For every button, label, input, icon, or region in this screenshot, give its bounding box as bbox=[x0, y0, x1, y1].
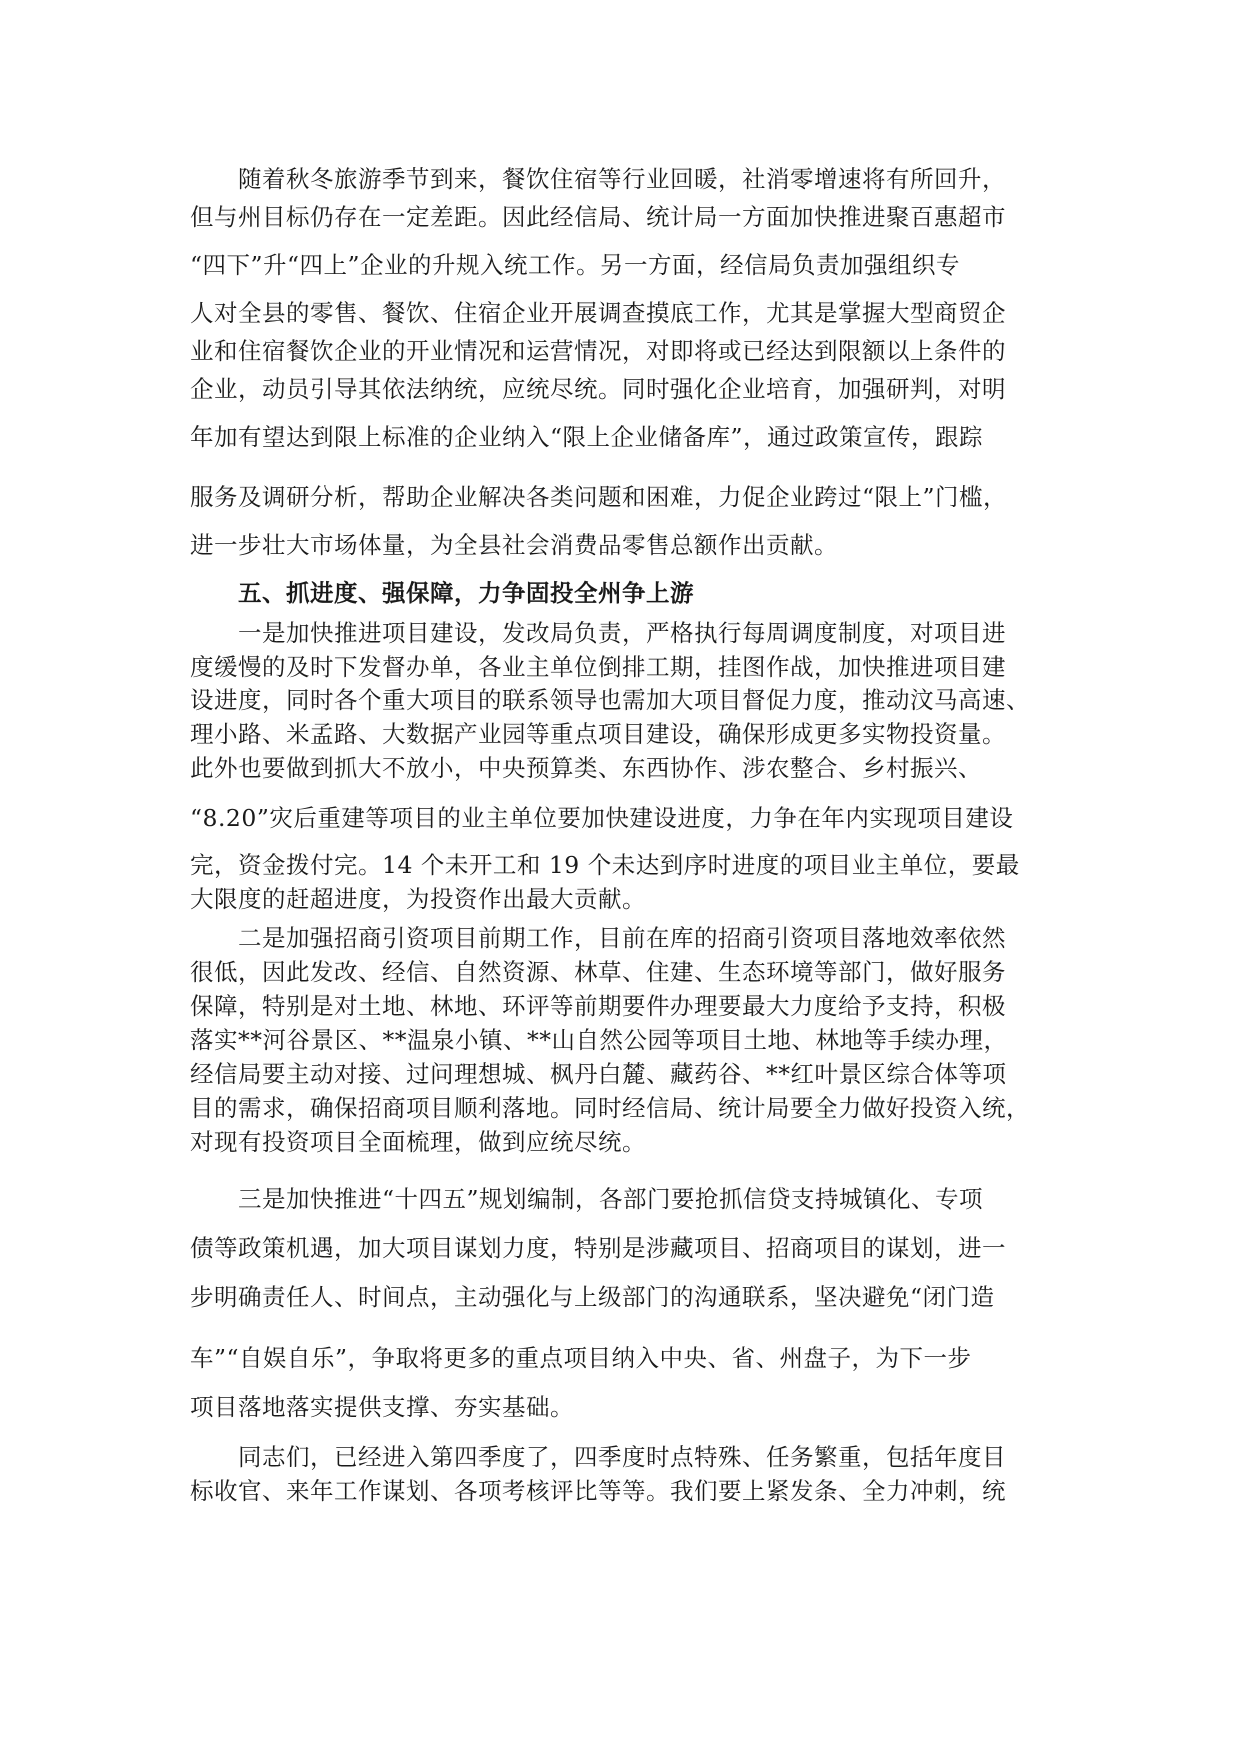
paragraph-line: 进一步壮大市场体量，为全县社会消费品零售总额作出贡献。 bbox=[190, 531, 838, 559]
paragraph-line: 服务及调研分析，帮助企业解决各类问题和困难，力促企业跨过“限上”门槛， bbox=[190, 483, 1008, 511]
paragraph-line: 同志们，已经进入第四季度了，四季度时点特殊、任务繁重，包括年度目 bbox=[238, 1443, 1006, 1471]
paragraph-line: 理小路、米孟路、大数据产业园等重点项目建设，确保形成更多实物投资量。 bbox=[190, 720, 1006, 748]
paragraph-line: 一是加快推进项目建设，发改局负责，严格执行每周调度制度，对项目进 bbox=[238, 619, 1006, 647]
paragraph-line: 车”“自娱自乐”，争取将更多的重点项目纳入中央、省、州盘子，为下一步 bbox=[190, 1344, 972, 1372]
paragraph-line: 很低，因此发改、经信、自然资源、林草、住建、生态环境等部门，做好服务 bbox=[190, 958, 1006, 986]
paragraph-line: 企业，动员引导其依法纳统，应统尽统。同时强化企业培育，加强研判，对明 bbox=[190, 375, 1006, 403]
paragraph-line: 年加有望达到限上标准的企业纳入“限上企业储备库”，通过政策宣传，跟踪 bbox=[190, 423, 984, 451]
paragraph-line: “四下”升“四上”企业的升规入统工作。另一方面，经信局负责加强组织专 bbox=[190, 251, 961, 279]
paragraph-line: 设进度，同时各个重大项目的联系领导也需加大项目督促力度，推动汶马高速、 bbox=[190, 686, 1030, 714]
paragraph-line: 对现有投资项目全面梳理，做到应统尽统。 bbox=[190, 1128, 646, 1156]
paragraph-line: 但与州目标仍存在一定差距。因此经信局、统计局一方面加快推进聚百惠超市 bbox=[190, 203, 1006, 231]
paragraph-line: 完，资金拨付完。14 个未开工和 19 个未达到序时进度的项目业主单位，要最 bbox=[190, 851, 1020, 879]
paragraph-line: 三是加快推进“十四五”规划编制，各部门要抢抓信贷支持城镇化、专项 bbox=[238, 1185, 984, 1213]
paragraph-line: 度缓慢的及时下发督办单，各业主单位倒排工期，挂图作战，加快推进项目建 bbox=[190, 653, 1006, 681]
paragraph-line: 经信局要主动对接、过问理想城、枫丹白麓、藏药谷、**红叶景区综合体等项 bbox=[190, 1060, 1007, 1088]
paragraph-line: “8.20”灾后重建等项目的业主单位要加快建设进度，力争在年内实现项目建设 bbox=[190, 804, 1014, 832]
paragraph-line: 目的需求，确保招商项目顺利落地。同时经信局、统计局要全力做好投资入统， bbox=[190, 1094, 1030, 1122]
paragraph-line: 大限度的赶超进度，为投资作出最大贡献。 bbox=[190, 885, 646, 913]
paragraph-line: 业和住宿餐饮企业的开业情况和运营情况，对即将或已经达到限额以上条件的 bbox=[190, 337, 1006, 365]
paragraph-line: 步明确责任人、时间点，主动强化与上级部门的沟通联系，坚决避免“闭门造 bbox=[190, 1283, 995, 1311]
paragraph-line: 此外也要做到抓大不放小，中央预算类、东西协作、涉农整合、乡村振兴、 bbox=[190, 754, 982, 782]
paragraph-line: 随着秋冬旅游季节到来，餐饮住宿等行业回暖，社消零增速将有所回升， bbox=[238, 165, 1006, 193]
paragraph-line: 落实**河谷景区、**温泉小镇、**山自然公园等项目土地、林地等手续办理， bbox=[190, 1026, 1008, 1054]
paragraph-line: 二是加强招商引资项目前期工作，目前在库的招商引资项目落地效率依然 bbox=[238, 924, 1006, 952]
paragraph-line: 标收官、来年工作谋划、各项考核评比等等。我们要上紧发条、全力冲刺，统 bbox=[190, 1477, 1006, 1505]
paragraph-line: 债等政策机遇，加大项目谋划力度，特别是涉藏项目、招商项目的谋划，进一 bbox=[190, 1234, 1006, 1262]
paragraph-line: 项目落地落实提供支撑、夯实基础。 bbox=[190, 1393, 574, 1421]
section-heading: 五、抓进度、强保障，力争固投全州争上游 bbox=[238, 579, 694, 607]
paragraph-line: 保障，特别是对土地、林地、环评等前期要件办理要最大力度给予支持，积极 bbox=[190, 992, 1006, 1020]
paragraph-line: 人对全县的零售、餐饮、住宿企业开展调查摸底工作，尤其是掌握大型商贸企 bbox=[190, 299, 1006, 327]
